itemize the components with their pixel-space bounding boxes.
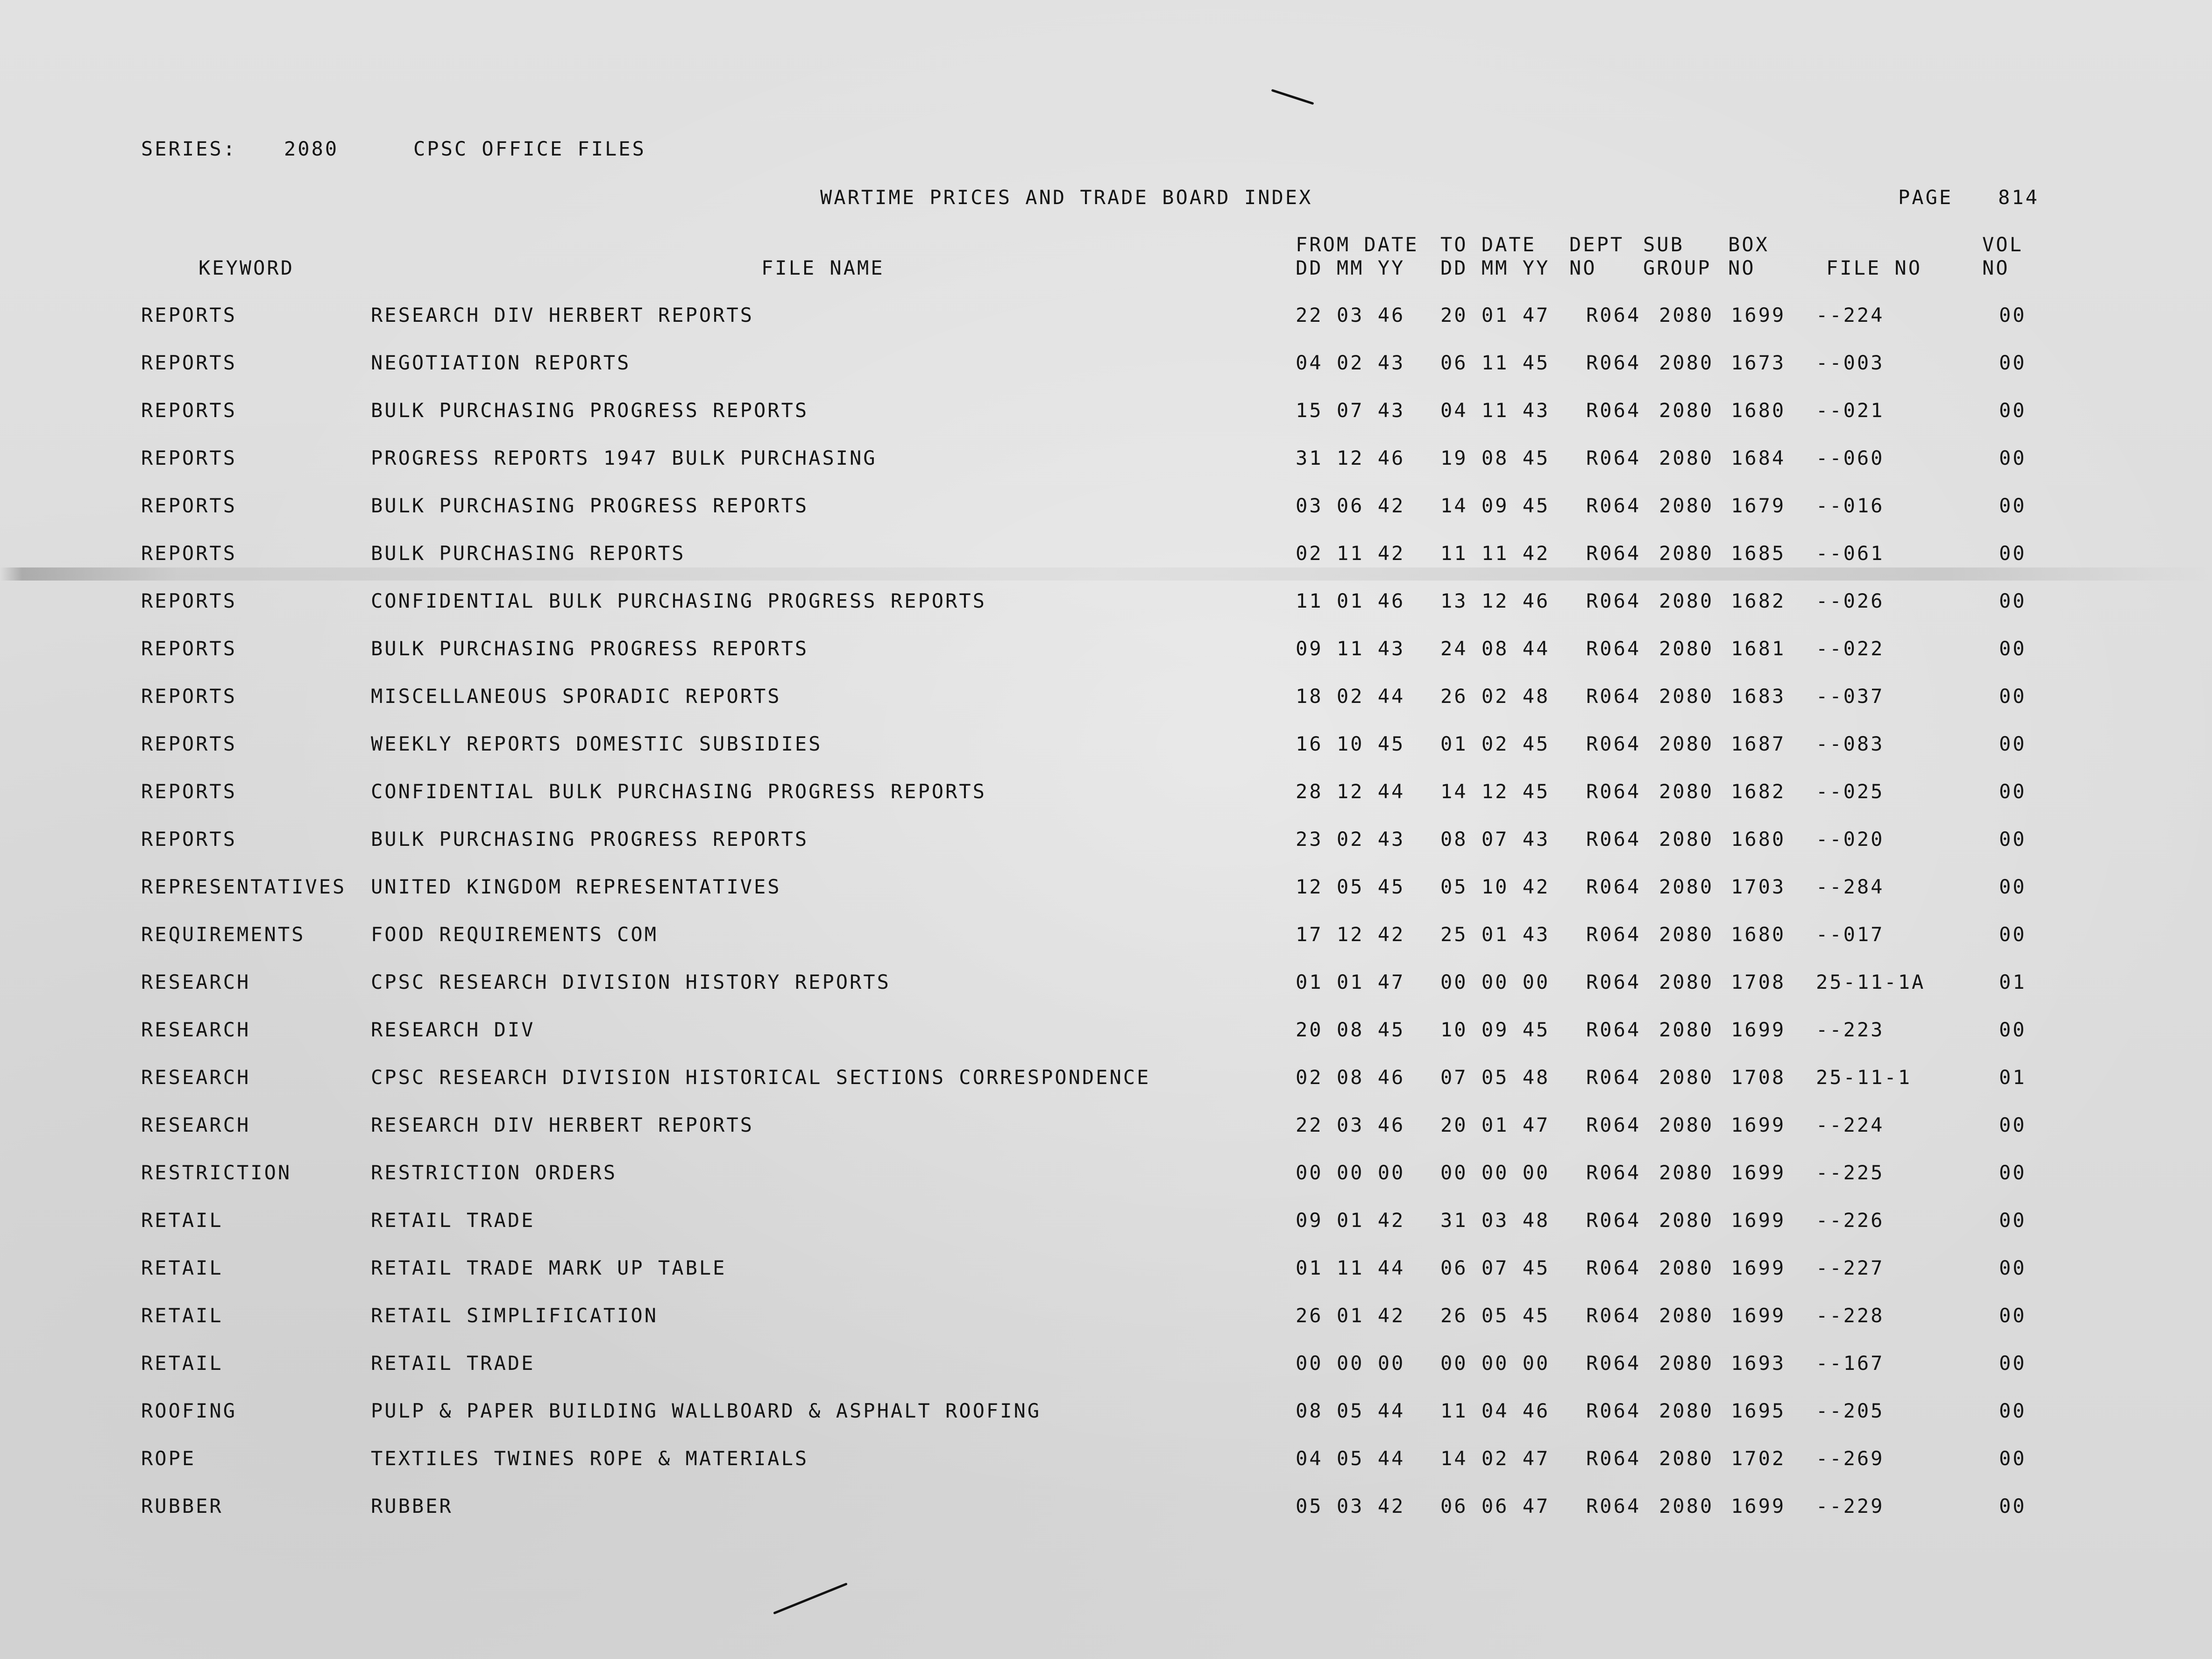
- row-file-no: --227: [1816, 1256, 1885, 1279]
- row-from-date: 18 02 44: [1296, 685, 1405, 708]
- row-file-name: RETAIL SIMPLIFICATION: [371, 1304, 659, 1327]
- row-file-no: --017: [1816, 923, 1885, 946]
- row-dept: R064: [1586, 304, 1641, 326]
- row-from-date: 09 01 42: [1296, 1209, 1405, 1232]
- row-file-no: --205: [1816, 1399, 1885, 1422]
- col-to-sub: DD MM YY: [1440, 256, 1550, 279]
- row-from-date: 00 00 00: [1296, 1161, 1405, 1184]
- row-keyword: REPORTS: [141, 399, 237, 422]
- col-box-sub: NO: [1728, 256, 1756, 279]
- col-from-sub: DD MM YY: [1296, 256, 1405, 279]
- table-row: [0, 1163, 2212, 1191]
- row-keyword: RETAIL: [141, 1352, 223, 1375]
- row-box: 1683: [1731, 685, 1786, 708]
- row-keyword: REPRESENTATIVES: [141, 875, 347, 898]
- row-file-name: PULP & PAPER BUILDING WALLBOARD & ASPHALT ROOFING: [371, 1399, 1042, 1422]
- row-file-name: RESEARCH DIV: [371, 1018, 535, 1041]
- index-title: WARTIME PRICES AND TRADE BOARD INDEX: [820, 186, 1313, 209]
- col-keyword: KEYWORD: [199, 256, 295, 279]
- row-dept: R064: [1586, 1256, 1641, 1279]
- row-keyword: RETAIL: [141, 1209, 223, 1232]
- row-from-date: 28 12 44: [1296, 780, 1405, 803]
- row-from-date: 22 03 46: [1296, 304, 1405, 326]
- row-vol: 00: [1999, 923, 2027, 946]
- row-to-date: 00 00 00: [1440, 971, 1550, 993]
- series-name: CPSC OFFICE FILES: [413, 137, 646, 160]
- row-to-date: 06 06 47: [1440, 1495, 1550, 1517]
- row-group: 2080: [1659, 1018, 1714, 1041]
- row-box: 1682: [1731, 589, 1786, 612]
- row-vol: 00: [1999, 732, 2027, 755]
- row-vol: 00: [1999, 685, 2027, 708]
- row-file-name: CPSC RESEARCH DIVISION HISTORY REPORTS: [371, 971, 891, 993]
- row-from-date: 08 05 44: [1296, 1399, 1405, 1422]
- row-keyword: REPORTS: [141, 447, 237, 469]
- col-vol-sub: NO: [1982, 256, 2010, 279]
- row-vol: 00: [1999, 589, 2027, 612]
- col-from-date: FROM DATE: [1296, 233, 1419, 256]
- row-dept: R064: [1586, 828, 1641, 851]
- row-keyword: RESEARCH: [141, 1018, 251, 1041]
- row-to-date: 20 01 47: [1440, 1113, 1550, 1136]
- row-dept: R064: [1586, 1161, 1641, 1184]
- table-row: [0, 401, 2212, 429]
- row-file-no: 25-11-1: [1816, 1066, 1912, 1089]
- row-from-date: 02 08 46: [1296, 1066, 1405, 1089]
- row-file-no: --025: [1816, 780, 1885, 803]
- row-dept: R064: [1586, 589, 1641, 612]
- row-file-no: --021: [1816, 399, 1885, 422]
- row-file-name: RETAIL TRADE MARK UP TABLE: [371, 1256, 727, 1279]
- table-row: [0, 448, 2212, 476]
- row-keyword: RESEARCH: [141, 1113, 251, 1136]
- row-from-date: 12 05 45: [1296, 875, 1405, 898]
- row-file-name: RESTRICTION ORDERS: [371, 1161, 617, 1184]
- table-row: [0, 925, 2212, 953]
- col-dept-sub: NO: [1569, 256, 1597, 279]
- col-sub: SUB: [1643, 233, 1684, 256]
- row-from-date: 04 02 43: [1296, 351, 1405, 374]
- row-group: 2080: [1659, 1113, 1714, 1136]
- row-from-date: 01 01 47: [1296, 971, 1405, 993]
- row-from-date: 20 08 45: [1296, 1018, 1405, 1041]
- row-to-date: 06 11 45: [1440, 351, 1550, 374]
- row-file-name: RETAIL TRADE: [371, 1352, 535, 1375]
- row-box: 1708: [1731, 971, 1786, 993]
- row-from-date: 26 01 42: [1296, 1304, 1405, 1327]
- row-box: 1680: [1731, 828, 1786, 851]
- row-to-date: 14 12 45: [1440, 780, 1550, 803]
- row-box: 1699: [1731, 1018, 1786, 1041]
- row-dept: R064: [1586, 637, 1641, 660]
- row-box: 1682: [1731, 780, 1786, 803]
- row-dept: R064: [1586, 1495, 1641, 1517]
- row-keyword: RETAIL: [141, 1304, 223, 1327]
- row-file-name: CONFIDENTIAL BULK PURCHASING PROGRESS REPORTS: [371, 589, 986, 612]
- row-vol: 00: [1999, 1399, 2027, 1422]
- row-box: 1699: [1731, 1209, 1786, 1232]
- row-dept: R064: [1586, 1304, 1641, 1327]
- row-to-date: 01 02 45: [1440, 732, 1550, 755]
- row-box: 1703: [1731, 875, 1786, 898]
- row-box: 1673: [1731, 351, 1786, 374]
- row-dept: R064: [1586, 685, 1641, 708]
- row-vol: 00: [1999, 780, 2027, 803]
- row-to-date: 14 02 47: [1440, 1447, 1550, 1470]
- table-row: [0, 1115, 2212, 1143]
- row-keyword: REPORTS: [141, 732, 237, 755]
- row-file-no: --083: [1816, 732, 1885, 755]
- row-file-no: --226: [1816, 1209, 1885, 1232]
- row-vol: 00: [1999, 1209, 2027, 1232]
- row-file-name: FOOD REQUIREMENTS COM: [371, 923, 659, 946]
- row-from-date: 09 11 43: [1296, 637, 1405, 660]
- row-box: 1708: [1731, 1066, 1786, 1089]
- row-group: 2080: [1659, 637, 1714, 660]
- row-from-date: 00 00 00: [1296, 1352, 1405, 1375]
- row-vol: 00: [1999, 1447, 2027, 1470]
- row-from-date: 23 02 43: [1296, 828, 1405, 851]
- table-row: [0, 353, 2212, 381]
- row-group: 2080: [1659, 494, 1714, 517]
- row-box: 1679: [1731, 494, 1786, 517]
- row-vol: 00: [1999, 494, 2027, 517]
- row-group: 2080: [1659, 447, 1714, 469]
- row-to-date: 06 07 45: [1440, 1256, 1550, 1279]
- col-dept: DEPT: [1569, 233, 1624, 256]
- row-vol: 00: [1999, 1113, 2027, 1136]
- col-file-no: FILE NO: [1826, 256, 1922, 279]
- row-file-name: CONFIDENTIAL BULK PURCHASING PROGRESS REPORTS: [371, 780, 986, 803]
- row-from-date: 31 12 46: [1296, 447, 1405, 469]
- series-number: 2080: [284, 137, 339, 160]
- row-group: 2080: [1659, 780, 1714, 803]
- row-vol: 00: [1999, 1018, 2027, 1041]
- row-keyword: ROPE: [141, 1447, 196, 1470]
- pen-mark-top: [1271, 89, 1314, 105]
- row-dept: R064: [1586, 1018, 1641, 1041]
- row-box: 1693: [1731, 1352, 1786, 1375]
- row-to-date: 14 09 45: [1440, 494, 1550, 517]
- row-to-date: 24 08 44: [1440, 637, 1550, 660]
- row-dept: R064: [1586, 1352, 1641, 1375]
- row-vol: 01: [1999, 1066, 2027, 1089]
- table-row: [0, 1068, 2212, 1096]
- row-group: 2080: [1659, 828, 1714, 851]
- row-file-name: BULK PURCHASING PROGRESS REPORTS: [371, 399, 809, 422]
- table-row: [0, 1211, 2212, 1239]
- row-keyword: REPORTS: [141, 828, 237, 851]
- row-file-no: --229: [1816, 1495, 1885, 1517]
- row-group: 2080: [1659, 732, 1714, 755]
- row-file-name: RUBBER: [371, 1495, 453, 1517]
- row-dept: R064: [1586, 875, 1641, 898]
- row-file-no: --224: [1816, 304, 1885, 326]
- col-file-name: FILE NAME: [761, 256, 885, 279]
- table-row: [0, 734, 2212, 762]
- row-vol: 00: [1999, 1495, 2027, 1517]
- row-file-name: BULK PURCHASING PROGRESS REPORTS: [371, 828, 809, 851]
- pen-mark-bottom: [773, 1582, 847, 1614]
- row-keyword: REPORTS: [141, 685, 237, 708]
- table-row: [0, 1354, 2212, 1382]
- row-from-date: 01 11 44: [1296, 1256, 1405, 1279]
- row-file-no: 25-11-1A: [1816, 971, 1926, 993]
- row-box: 1687: [1731, 732, 1786, 755]
- row-file-no: --167: [1816, 1352, 1885, 1375]
- row-group: 2080: [1659, 1209, 1714, 1232]
- row-box: 1699: [1731, 1256, 1786, 1279]
- row-box: 1681: [1731, 637, 1786, 660]
- row-box: 1699: [1731, 1495, 1786, 1517]
- row-dept: R064: [1586, 494, 1641, 517]
- row-keyword: RETAIL: [141, 1256, 223, 1279]
- row-dept: R064: [1586, 1066, 1641, 1089]
- table-row: [0, 972, 2212, 1000]
- row-dept: R064: [1586, 1399, 1641, 1422]
- row-group: 2080: [1659, 1495, 1714, 1517]
- row-group: 2080: [1659, 1399, 1714, 1422]
- row-to-date: 11 11 42: [1440, 542, 1550, 565]
- row-vol: 00: [1999, 1352, 2027, 1375]
- row-box: 1702: [1731, 1447, 1786, 1470]
- row-box: 1699: [1731, 1304, 1786, 1327]
- table-row: [0, 1496, 2212, 1524]
- row-file-name: BULK PURCHASING REPORTS: [371, 542, 686, 565]
- row-group: 2080: [1659, 399, 1714, 422]
- row-file-name: NEGOTIATION REPORTS: [371, 351, 631, 374]
- row-to-date: 08 07 43: [1440, 828, 1550, 851]
- table-row: [0, 305, 2212, 333]
- table-row: [0, 1449, 2212, 1477]
- row-to-date: 10 09 45: [1440, 1018, 1550, 1041]
- row-keyword: RESEARCH: [141, 971, 251, 993]
- table-row: [0, 830, 2212, 858]
- row-to-date: 13 12 46: [1440, 589, 1550, 612]
- row-group: 2080: [1659, 1256, 1714, 1279]
- row-keyword: REPORTS: [141, 304, 237, 326]
- row-vol: 00: [1999, 637, 2027, 660]
- row-file-name: RESEARCH DIV HERBERT REPORTS: [371, 1113, 754, 1136]
- row-box: 1699: [1731, 1161, 1786, 1184]
- row-vol: 00: [1999, 1256, 2027, 1279]
- table-row: [0, 1401, 2212, 1429]
- row-to-date: 00 00 00: [1440, 1352, 1550, 1375]
- row-from-date: 11 01 46: [1296, 589, 1405, 612]
- row-group: 2080: [1659, 542, 1714, 565]
- row-from-date: 04 05 44: [1296, 1447, 1405, 1470]
- row-file-no: --225: [1816, 1161, 1885, 1184]
- row-file-no: --224: [1816, 1113, 1885, 1136]
- row-group: 2080: [1659, 1304, 1714, 1327]
- row-file-no: --016: [1816, 494, 1885, 517]
- col-sub-sub: GROUP: [1643, 256, 1712, 279]
- table-row: [0, 877, 2212, 905]
- row-box: 1680: [1731, 399, 1786, 422]
- row-keyword: REPORTS: [141, 351, 237, 374]
- row-from-date: 05 03 42: [1296, 1495, 1405, 1517]
- row-file-no: --060: [1816, 447, 1885, 469]
- row-group: 2080: [1659, 589, 1714, 612]
- row-file-no: --223: [1816, 1018, 1885, 1041]
- row-keyword: ROOFING: [141, 1399, 237, 1422]
- row-file-name: TEXTILES TWINES ROPE & MATERIALS: [371, 1447, 809, 1470]
- row-box: 1699: [1731, 1113, 1786, 1136]
- row-keyword: REQUIREMENTS: [141, 923, 305, 946]
- row-group: 2080: [1659, 875, 1714, 898]
- page-number: 814: [1998, 186, 2039, 209]
- row-box: 1680: [1731, 923, 1786, 946]
- row-dept: R064: [1586, 1447, 1641, 1470]
- row-vol: 00: [1999, 542, 2027, 565]
- row-group: 2080: [1659, 1447, 1714, 1470]
- row-dept: R064: [1586, 447, 1641, 469]
- table-row: [0, 782, 2212, 810]
- row-file-name: RETAIL TRADE: [371, 1209, 535, 1232]
- row-from-date: 03 06 42: [1296, 494, 1405, 517]
- row-vol: 00: [1999, 1304, 2027, 1327]
- row-to-date: 19 08 45: [1440, 447, 1550, 469]
- row-box: 1699: [1731, 304, 1786, 326]
- row-from-date: 16 10 45: [1296, 732, 1405, 755]
- row-file-name: PROGRESS REPORTS 1947 BULK PURCHASING: [371, 447, 877, 469]
- row-to-date: 05 10 42: [1440, 875, 1550, 898]
- row-box: 1684: [1731, 447, 1786, 469]
- row-from-date: 02 11 42: [1296, 542, 1405, 565]
- row-file-no: --003: [1816, 351, 1885, 374]
- row-file-no: --022: [1816, 637, 1885, 660]
- row-file-name: CPSC RESEARCH DIVISION HISTORICAL SECTIONS CORRESPONDENCE: [371, 1066, 1151, 1089]
- row-keyword: REPORTS: [141, 542, 237, 565]
- row-file-name: UNITED KINGDOM REPRESENTATIVES: [371, 875, 781, 898]
- row-to-date: 25 01 43: [1440, 923, 1550, 946]
- row-vol: 00: [1999, 399, 2027, 422]
- col-box: BOX: [1728, 233, 1769, 256]
- row-keyword: RESTRICTION: [141, 1161, 292, 1184]
- row-keyword: RESEARCH: [141, 1066, 251, 1089]
- row-box: 1685: [1731, 542, 1786, 565]
- row-vol: 00: [1999, 351, 2027, 374]
- row-to-date: 07 05 48: [1440, 1066, 1550, 1089]
- row-file-no: --037: [1816, 685, 1885, 708]
- row-group: 2080: [1659, 1352, 1714, 1375]
- row-from-date: 15 07 43: [1296, 399, 1405, 422]
- row-to-date: 11 04 46: [1440, 1399, 1550, 1422]
- row-vol: 01: [1999, 971, 2027, 993]
- row-file-no: --026: [1816, 589, 1885, 612]
- row-vol: 00: [1999, 447, 2027, 469]
- table-row: [0, 496, 2212, 524]
- col-to-date: TO DATE: [1440, 233, 1537, 256]
- row-keyword: RUBBER: [141, 1495, 223, 1517]
- row-dept: R064: [1586, 1113, 1641, 1136]
- row-file-no: --284: [1816, 875, 1885, 898]
- row-group: 2080: [1659, 351, 1714, 374]
- row-keyword: REPORTS: [141, 494, 237, 517]
- row-from-date: 22 03 46: [1296, 1113, 1405, 1136]
- row-file-name: BULK PURCHASING PROGRESS REPORTS: [371, 494, 809, 517]
- row-keyword: REPORTS: [141, 637, 237, 660]
- row-file-name: WEEKLY REPORTS DOMESTIC SUBSIDIES: [371, 732, 822, 755]
- row-keyword: REPORTS: [141, 589, 237, 612]
- row-group: 2080: [1659, 1066, 1714, 1089]
- row-dept: R064: [1586, 780, 1641, 803]
- row-keyword: REPORTS: [141, 780, 237, 803]
- row-to-date: 00 00 00: [1440, 1161, 1550, 1184]
- table-row: [0, 591, 2212, 619]
- row-dept: R064: [1586, 351, 1641, 374]
- row-file-no: --269: [1816, 1447, 1885, 1470]
- table-row: [0, 1020, 2212, 1048]
- row-file-name: BULK PURCHASING PROGRESS REPORTS: [371, 637, 809, 660]
- row-group: 2080: [1659, 685, 1714, 708]
- row-to-date: 26 02 48: [1440, 685, 1550, 708]
- page-label: PAGE: [1898, 186, 1953, 209]
- table-row: [0, 1306, 2212, 1334]
- row-dept: R064: [1586, 542, 1641, 565]
- row-vol: 00: [1999, 875, 2027, 898]
- row-group: 2080: [1659, 971, 1714, 993]
- row-group: 2080: [1659, 923, 1714, 946]
- series-label: SERIES:: [141, 137, 237, 160]
- row-file-name: RESEARCH DIV HERBERT REPORTS: [371, 304, 754, 326]
- row-file-no: --020: [1816, 828, 1885, 851]
- row-box: 1695: [1731, 1399, 1786, 1422]
- row-dept: R064: [1586, 732, 1641, 755]
- row-file-no: --228: [1816, 1304, 1885, 1327]
- row-file-name: MISCELLANEOUS SPORADIC REPORTS: [371, 685, 781, 708]
- table-row: [0, 1258, 2212, 1286]
- row-vol: 00: [1999, 304, 2027, 326]
- table-row: [0, 544, 2212, 572]
- row-dept: R064: [1586, 923, 1641, 946]
- table-row: [0, 639, 2212, 667]
- col-vol: VOL: [1982, 233, 2023, 256]
- row-dept: R064: [1586, 971, 1641, 993]
- table-row: [0, 687, 2212, 715]
- row-group: 2080: [1659, 304, 1714, 326]
- row-group: 2080: [1659, 1161, 1714, 1184]
- row-vol: 00: [1999, 828, 2027, 851]
- row-file-no: --061: [1816, 542, 1885, 565]
- row-to-date: 31 03 48: [1440, 1209, 1550, 1232]
- row-from-date: 17 12 42: [1296, 923, 1405, 946]
- row-dept: R064: [1586, 399, 1641, 422]
- row-vol: 00: [1999, 1161, 2027, 1184]
- row-to-date: 26 05 45: [1440, 1304, 1550, 1327]
- row-dept: R064: [1586, 1209, 1641, 1232]
- row-to-date: 20 01 47: [1440, 304, 1550, 326]
- row-to-date: 04 11 43: [1440, 399, 1550, 422]
